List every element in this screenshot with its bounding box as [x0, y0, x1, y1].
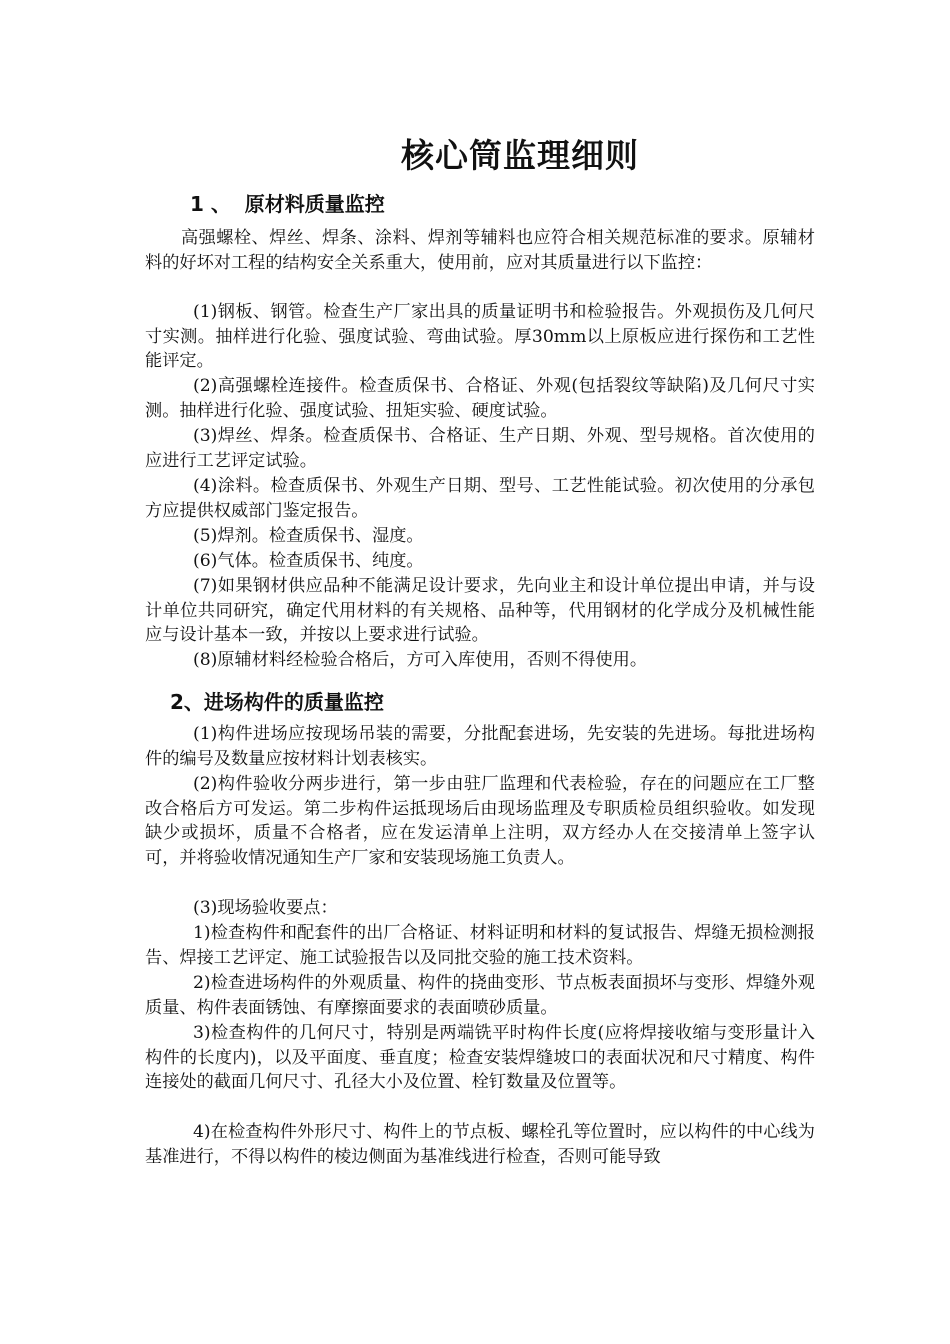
section1-heading: 1 、 原材料质量监控 [190, 192, 385, 216]
section2-item-1: (1)构件进场应按现场吊装的需要，分批配套进场，先安装的先进场。每批进场构件的编号及数量应按材料计划表核实。 [145, 724, 815, 769]
section2-subitem-1: 1)检查构件和配套件的出厂合格证、材料证明和材料的复试报告、焊缝无损检测报告、焊接工艺评定、施工试验报告以及同批交验的施工技术资料。 [145, 923, 815, 968]
section1-item-6: (6)气体。检查质保书、纯度。 [193, 551, 424, 571]
section1-item-7: (7)如果钢材供应品种不能满足设计要求，先向业主和设计单位提出申请，并与设计单位共同研究，确定代用材料的有关规格、品种等，代用钢材的化学成分及机械性能应与设计基本一致，并按以上要求进行试验。 [145, 576, 815, 646]
section2-item-2: (2)构件验收分两步进行，第一步由驻厂监理和代表检验，存在的问题应在工厂整改合格后方可发运。第二步构件运抵现场后由现场监理及专职质检员组织验收。如发现缺少或损坏，质量不合格者，应在发运清单上注明，双方经办人在交接清单上签字认可，并将验收情况通知生产厂家和安装现场施工负责人。 [145, 774, 815, 868]
section1-item-1: (1)钢板、钢管。检查生产厂家出具的质量证明书和检验报告。外观损伤及几何尺寸实测。抽样进行化验、强度试验、弯曲试验。厚30mm以上原板应进行探伤和工艺性能评定。 [145, 302, 815, 372]
section1-item-3: (3)焊丝、焊条。检查质保书、合格证、生产日期、外观、型号规格。首次使用的应进行工艺评定试验。 [145, 426, 815, 471]
section2-subitem-3: 3)检查构件的几何尺寸，特别是两端铣平时构件长度(应将焊接收缩与变形量计入构件的长度内)，以及平面度、垂直度；检查安装焊缝坡口的表面状况和尺寸精度、构件连接处的截面几何尺寸、孔径大小及位置、栓钉数量及位置等。 [145, 1023, 815, 1093]
section1-item-8: (8)原辅材料经检验合格后，方可入库使用，否则不得使用。 [193, 650, 648, 670]
section1-item-5: (5)焊剂。检查质保书、湿度。 [193, 526, 424, 546]
section1-item-2: (2)高强螺栓连接件。检查质保书、合格证、外观(包括裂纹等缺陷)及几何尺寸实测。抽样进行化验、强度试验、扭矩实验、硬度试验。 [145, 376, 815, 421]
section2-item-3: (3)现场验收要点： [193, 898, 338, 918]
section2-heading: 2、进场构件的质量监控 [170, 690, 384, 714]
section1-intro: 高强螺栓、焊丝、焊条、涂料、焊剂等辅料也应符合相关规范标准的要求。原辅材料的好坏对工程的结构安全关系重大，使用前，应对其质量进行以下监控： [145, 228, 815, 273]
document-title: 核心筒监理细则 [401, 136, 639, 175]
section2-subitem-2: 2)检查进场构件的外观质量、构件的挠曲变形、节点板表面损坏与变形、焊缝外观质量、构件表面锈蚀、有摩擦面要求的表面喷砂质量。 [145, 973, 815, 1018]
section2-subitem-4: 4)在检查构件外形尺寸、构件上的节点板、螺栓孔等位置时，应以构件的中心线为基准进行，不得以构件的棱边侧面为基准线进行检查，否则可能导致 [145, 1122, 815, 1167]
section1-item-4: (4)涂料。检查质保书、外观生产日期、型号、工艺性能试验。初次使用的分承包方应提供权威部门鉴定报告。 [145, 476, 815, 521]
